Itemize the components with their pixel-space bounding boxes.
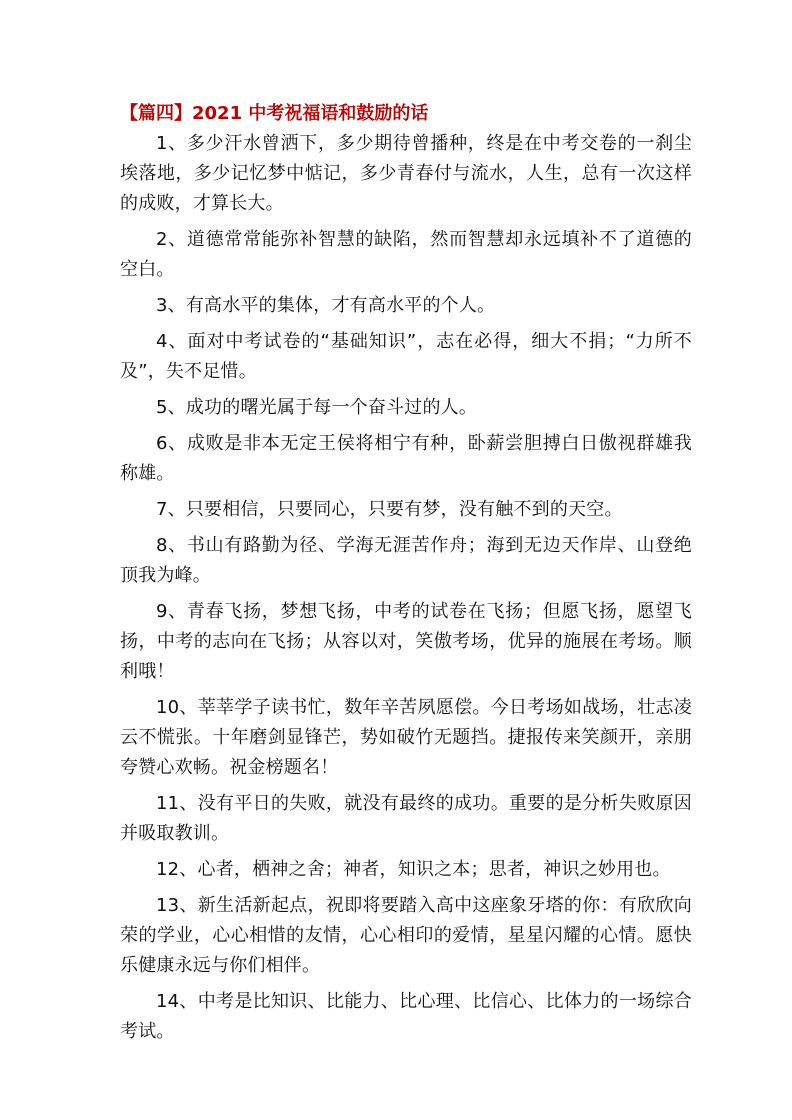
document-body: [120, 99, 692, 1047]
paragraph-13: 13、新生活新起点，祝即将要踏入高中这座象牙塔的你：有欣欣向荣的学业，心心相惜的友情，心心相印的爱情，星星闪耀的心情。愿快乐健康永远与你们相伴。: [120, 895, 692, 976]
section-title: 【篇四】2021 中考祝福语和鼓励的话: [120, 103, 429, 124]
paragraph-7: 7、只要相信，只要同心，只要有梦，没有触不到的天空。: [156, 499, 623, 520]
paragraph-4: 4、面对中考试卷的“基础知识”，志在必得，细大不捐；“力所不及”，失不足惜。: [120, 331, 692, 382]
paragraph-12: 12、心者，栖神之舍；神者，知识之本；思者，神识之妙用也。: [156, 859, 671, 880]
paragraph-14: 14、中考是比知识、比能力、比心理、比信心、比体力的一场综合考试。: [120, 991, 692, 1042]
paragraph-5: 5、成功的曙光属于每一个奋斗过的人。: [156, 397, 478, 418]
paragraph-2: 2、道德常常能弥补智慧的缺陷，然而智慧却永远填补不了道德的空白。: [120, 229, 692, 280]
paragraph-10: 10、莘莘学子读书忙，数年辛苦夙愿偿。今日考场如战场，壮志凌云不慌张。十年磨剑显锋芒，势如破竹无题挡。捷报传来笑颜开，亲朋夸赞心欢畅。祝金榜题名！: [120, 697, 692, 778]
paragraph-9: 9、青春飞扬，梦想飞扬，中考的试卷在飞扬；但愿飞扬，愿望飞扬，中考的志向在飞扬；从容以对，笑傲考场，优异的施展在考场。顺利哦！: [120, 601, 692, 682]
paragraph-3: 3、有高水平的集体，才有高水平的个人。: [156, 295, 496, 316]
paragraph-11: 11、没有平日的失败，就没有最终的成功。重要的是分析失败原因并吸取教训。: [120, 793, 692, 844]
paragraph-1: 1、多少汗水曾洒下，多少期待曾播种，终是在中考交卷的一刹尘埃落地，多少记忆梦中惦记，多少青春付与流水，人生，总有一次这样的成败，才算长大。: [120, 133, 692, 214]
paragraph-8: 8、书山有路勤为径、学海无涯苦作舟；海到无边天作岸、山登绝顶我为峰。: [120, 535, 692, 586]
paragraph-6: 6、成败是非本无定王侯将相宁有种，卧薪尝胆搏白日傲视群雄我称雄。: [120, 433, 692, 484]
